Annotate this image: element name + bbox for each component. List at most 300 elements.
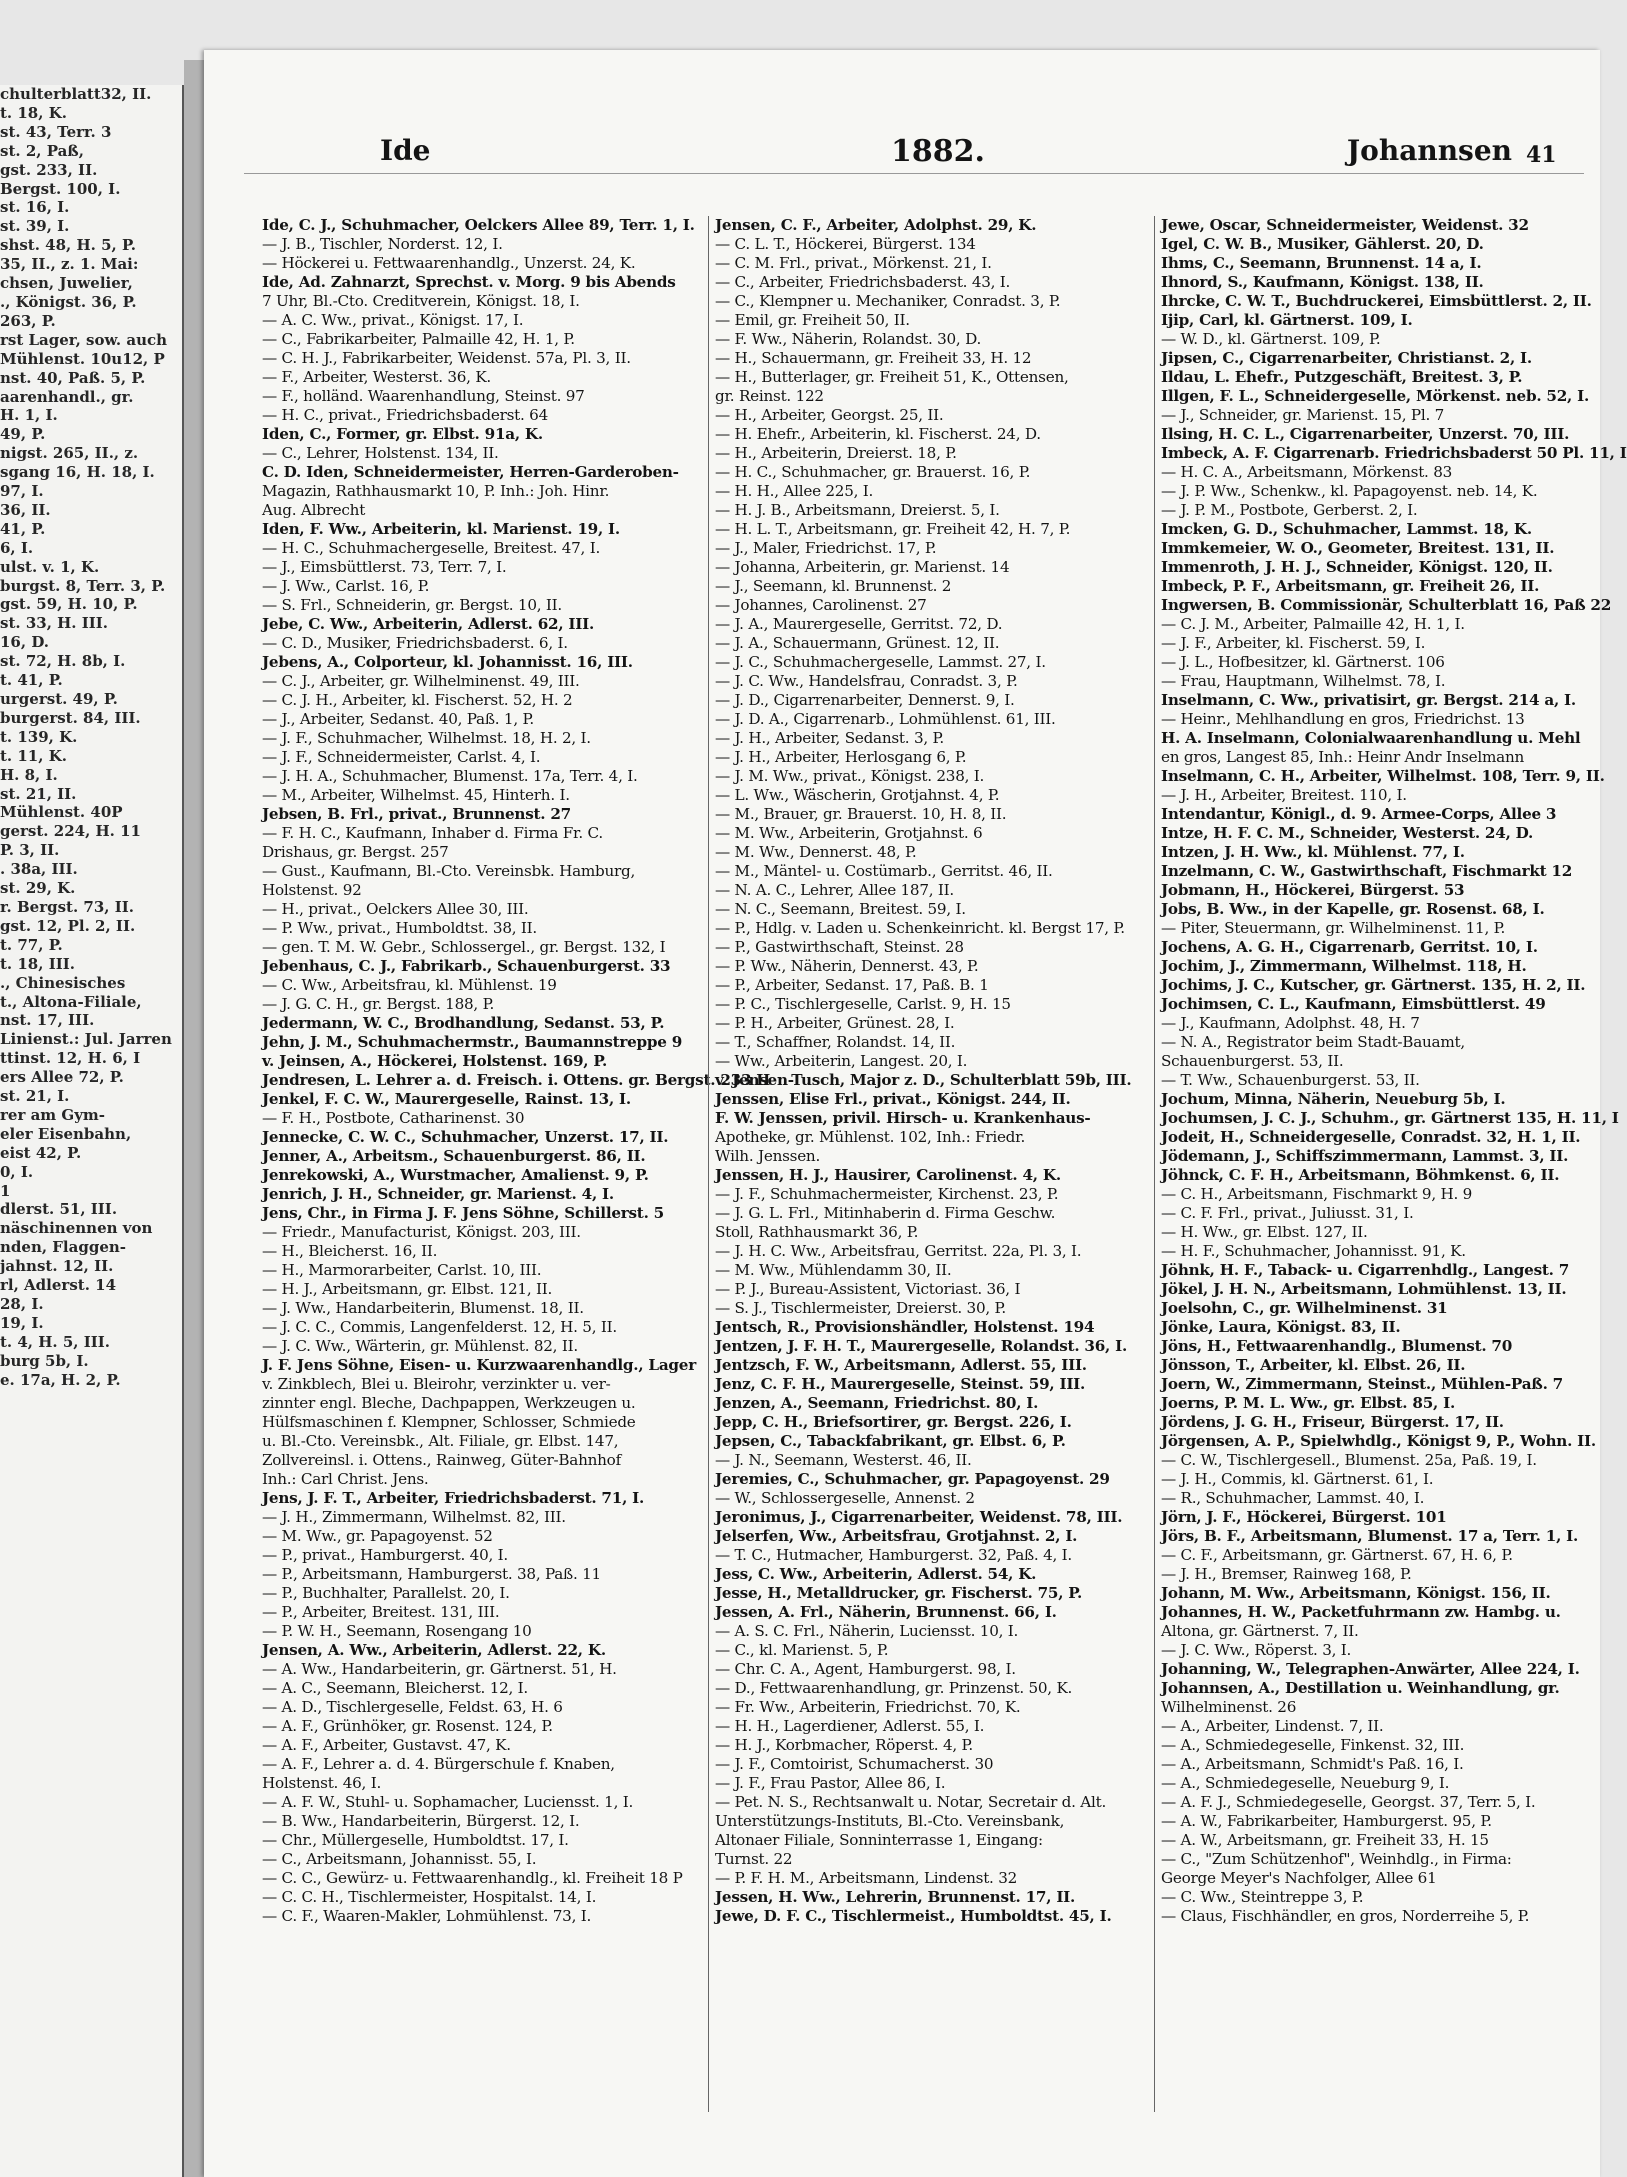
directory-entry: 7 Uhr, Bl.-Cto. Creditverein, Königst. 18, I.	[262, 292, 580, 310]
directory-entry: — C. H., Arbeitsmann, Fischmarkt 9, H. 9	[1161, 1185, 1473, 1203]
directory-entry: — P., Arbeitsmann, Hamburgerst. 38, Paß. 11	[262, 1565, 601, 1583]
facing-page-line: nst. 40, Paß. 5, P.	[0, 368, 146, 387]
facing-page-line: st. 39, I.	[0, 217, 70, 236]
directory-entry: — C., Fabrikarbeiter, Palmaille 42, H. 1, P.	[262, 330, 575, 348]
directory-entry: — P. H., Arbeiter, Grünest. 28, I.	[715, 1014, 955, 1032]
directory-entry: v. Jensen-Tusch, Major z. D., Schulterblatt 59b, III.	[715, 1071, 1132, 1089]
directory-entry: — J. F., Frau Pastor, Allee 86, I.	[715, 1774, 946, 1792]
facing-page-line: t. 4, H. 5, III.	[0, 1332, 111, 1351]
directory-entry: Johannes, H. W., Packetfuhrmann zw. Hambg. u.	[1161, 1603, 1561, 1621]
directory-entry: v. Zinkblech, Blei u. Bleirohr, verzinkter u. ver-	[262, 1375, 611, 1393]
directory-entry: Joern, W., Zimmermann, Steinst., Mühlen-Paß. 7	[1161, 1375, 1563, 1393]
directory-entry: — T. Ww., Schauenburgerst. 53, II.	[1161, 1071, 1420, 1089]
directory-entry: en gros, Langest 85, Inh.: Heinr Andr Inselmann	[1161, 748, 1525, 766]
directory-entry: — P. F. H. M., Arbeitsmann, Lindenst. 32	[715, 1869, 1018, 1887]
facing-page-line: ers Allee 72, P.	[0, 1068, 124, 1087]
directory-entry: Holstenst. 92	[262, 881, 362, 899]
facing-page-line: 49, P.	[0, 425, 46, 444]
directory-entry: — M. Ww., Dennerst. 48, P.	[715, 843, 917, 861]
facing-page-line: 97, I.	[0, 482, 44, 501]
directory-entry: — C., Arbeitsmann, Johannisst. 55, I.	[262, 1850, 537, 1868]
directory-entry: — J. D. A., Cigarrenarb., Lohmühlenst. 61, III.	[715, 710, 1056, 728]
facing-page-line: burg 5b, I.	[0, 1351, 89, 1370]
facing-page-line: t., Altona-Filiale,	[0, 992, 142, 1011]
directory-entry: — M., Mäntel- u. Costümarb., Gerritst. 46, II.	[715, 862, 1053, 880]
directory-entry: Jewe, D. F. C., Tischlermeist., Humboldtst. 45, I.	[715, 1907, 1112, 1925]
directory-entry: — J. F., Comtoirist, Schumacherst. 30	[715, 1755, 994, 1773]
facing-page-line: H. 1, I.	[0, 406, 58, 425]
facing-page-line: t. 77, P.	[0, 935, 63, 954]
directory-entry: — A., Arbeiter, Lindenst. 7, II.	[1161, 1717, 1384, 1735]
directory-entry: Jochims, J. C., Kutscher, gr. Gärtnerst. 135, H. 2, II.	[1161, 976, 1586, 994]
facing-page-line: nden, Flaggen-	[0, 1238, 127, 1257]
directory-entry: — C. F., Arbeitsmann, gr. Gärtnerst. 67, H. 6, P.	[1161, 1546, 1513, 1564]
facing-page-line: st. 33, H. III.	[0, 614, 109, 633]
directory-entry: — N. C., Seemann, Breitest. 59, I.	[715, 900, 966, 918]
directory-entry: — P., Arbeiter, Sedanst. 17, Paß. B. 1	[715, 976, 989, 994]
directory-entry: Turnst. 22	[715, 1850, 793, 1868]
directory-entry: — C., Lehrer, Holstenst. 134, II.	[262, 444, 499, 462]
directory-entry: — J. L., Hofbesitzer, kl. Gärtnerst. 106	[1161, 653, 1445, 671]
directory-entry: — M. Ww., Mühlendamm 30, II.	[715, 1261, 952, 1279]
column-2	[708, 216, 1137, 2112]
directory-entry: Johannsen, A., Destillation u. Weinhandlung, gr.	[1161, 1679, 1560, 1697]
directory-entry: Ihnord, S., Kaufmann, Königst. 138, II.	[1161, 273, 1484, 291]
facing-page-line: chulterblatt32, II.	[0, 85, 152, 103]
directory-entry: Jöhnck, C. F. H., Arbeitsmann, Böhmkenst. 6, II.	[1161, 1166, 1560, 1184]
directory-entry: — Johanna, Arbeiterin, gr. Marienst. 14	[715, 558, 1010, 576]
directory-entry: — C. F. Frl., privat., Juliusst. 31, I.	[1161, 1204, 1414, 1222]
directory-entry: Jessen, A. Frl., Näherin, Brunnenst. 66, I.	[715, 1603, 1057, 1621]
directory-entry: — J. H., Arbeiter, Sedanst. 3, P.	[715, 729, 944, 747]
directory-entry: — A. F., Lehrer a. d. 4. Bürgerschule f. Knaben,	[262, 1755, 615, 1773]
directory-entry: Jeronimus, J., Cigarrenarbeiter, Weidenst. 78, III.	[715, 1508, 1123, 1526]
directory-entry: — J. H., Arbeiter, Herlosgang 6, P.	[715, 748, 967, 766]
facing-page-line: rl, Adlerst. 14	[0, 1276, 117, 1295]
directory-entry: — H., privat., Oelckers Allee 30, III.	[262, 900, 529, 918]
directory-entry: — F. H., Postbote, Catharinenst. 30	[262, 1109, 525, 1127]
directory-entry: — J., Arbeiter, Sedanst. 40, Paß. 1, P.	[262, 710, 534, 728]
directory-entry: — A. F. W., Stuhl- u. Sophamacher, Luciensst. 1, I.	[262, 1793, 634, 1811]
directory-entry: — N. A., Registrator beim Stadt-Bauamt,	[1161, 1033, 1465, 1051]
directory-entry: — H. J., Korbmacher, Röperst. 4, P.	[715, 1736, 973, 1754]
directory-entry: Jörgensen, A. P., Spielwhdlg., Königst 9, P., Wohn. II.	[1161, 1432, 1596, 1450]
directory-entry: — C. H. J., Fabrikarbeiter, Weidenst. 57a, Pl. 3, II.	[262, 349, 631, 367]
directory-entry: — J. Ww., Carlst. 16, P.	[262, 577, 430, 595]
facing-page-line: burgst. 8, Terr. 3, P.	[0, 576, 166, 595]
directory-entry: — Claus, Fischhändler, en gros, Norderreihe 5, P.	[1161, 1907, 1530, 1925]
facing-page-line: burgerst. 84, III.	[0, 708, 141, 727]
facing-page-line: t. 11, K.	[0, 746, 67, 765]
facing-page-line: Mühlenst. 40P	[0, 803, 123, 822]
facing-page-line: 263, P.	[0, 311, 56, 330]
directory-entry: Igel, C. W. B., Musiker, Gählerst. 20, D.	[1161, 235, 1484, 253]
directory-entry: Joerns, P. M. L. Ww., gr. Elbst. 85, I.	[1161, 1394, 1455, 1412]
facing-page-line: aarenhandl., gr.	[0, 387, 134, 406]
facing-page-line: e. 17a, H. 2, P.	[0, 1370, 121, 1389]
directory-entry: — J., Kaufmann, Adolphst. 48, H. 7	[1161, 1014, 1420, 1032]
directory-entry: — S. J., Tischlermeister, Dreierst. 30, P.	[715, 1299, 1007, 1317]
directory-entry: — C. J. H., Arbeiter, kl. Fischerst. 52, H. 2	[262, 691, 573, 709]
directory-entry: — B. Ww., Handarbeiterin, Bürgerst. 12, I.	[262, 1812, 580, 1830]
directory-entry: Jenrich, J. H., Schneider, gr. Marienst. 4, I.	[262, 1185, 614, 1203]
facing-page-line: shst. 48, H. 5, P.	[0, 236, 137, 255]
directory-entry: — C. D., Musiker, Friedrichsbaderst. 6, I.	[262, 634, 568, 652]
directory-entry: Holstenst. 46, I.	[262, 1774, 382, 1792]
directory-entry: Illgen, F. L., Schneidergeselle, Mörkenst. neb. 52, I.	[1161, 387, 1590, 405]
directory-entry: zinnter engl. Bleche, Dachpappen, Werkzeugen u.	[262, 1394, 636, 1412]
directory-entry: — A. F., Arbeiter, Gustavst. 47, K.	[262, 1736, 511, 1754]
directory-entry: — J. C. Ww., Handelsfrau, Conradst. 3, P.	[715, 672, 1018, 690]
directory-entry: — A., Schmiedegeselle, Finkenst. 32, III.	[1161, 1736, 1465, 1754]
directory-entry: Jörn, J. F., Höckerei, Bürgerst. 101	[1161, 1508, 1447, 1526]
directory-entry: — Johannes, Carolinenst. 27	[715, 596, 927, 614]
directory-entry: — J. F., Schuhmacher, Wilhelmst. 18, H. 2, I.	[262, 729, 591, 747]
directory-entry: — H. J. B., Arbeitsmann, Dreierst. 5, I.	[715, 501, 1000, 519]
directory-entry: Jentsch, R., Provisionshändler, Holstenst. 194	[715, 1318, 1095, 1336]
directory-entry: v. Jeinsen, A., Höckerei, Holstenst. 169, P.	[262, 1052, 608, 1070]
directory-entry: — J. F., Arbeiter, kl. Fischerst. 59, I.	[1161, 634, 1426, 652]
directory-entry: — T. C., Hutmacher, Hamburgerst. 32, Paß. 4, I.	[715, 1546, 1072, 1564]
directory-entry: — Emil, gr. Freiheit 50, II.	[715, 311, 910, 329]
directory-entry: — H. Ehefr., Arbeiterin, kl. Fischerst. 24, D.	[715, 425, 1041, 443]
directory-entry: — J. H., Arbeiter, Breitest. 110, I.	[1161, 786, 1407, 804]
directory-entry: J. F. Jens Söhne, Eisen- u. Kurzwaarenhandlg., Lager	[262, 1356, 696, 1374]
directory-entry: Intendantur, Königl., d. 9. Armee-Corps, Allee 3	[1161, 805, 1557, 823]
directory-entry: Jepsen, C., Tabackfabrikant, gr. Elbst. 6, P.	[715, 1432, 1066, 1450]
directory-entry: Jeremies, C., Schuhmacher, gr. Papagoyenst. 29	[715, 1470, 1110, 1488]
directory-entry: Ihms, C., Seemann, Brunnenst. 14 a, I.	[1161, 254, 1482, 272]
facing-page-line: gst. 12, Pl. 2, II.	[0, 916, 136, 935]
directory-entry: — H. C., Schuhmachergeselle, Breitest. 47, I.	[262, 539, 601, 557]
directory-entry: Ide, C. J., Schuhmacher, Oelckers Allee 89, Terr. 1, I.	[262, 216, 695, 234]
directory-entry: Jessen, H. Ww., Lehrerin, Brunnenst. 17, II.	[715, 1888, 1076, 1906]
directory-entry: gr. Reinst. 122	[715, 387, 824, 405]
facing-page-line: dlerst. 51, III.	[0, 1200, 118, 1219]
directory-entry: — P. W. H., Seemann, Rosengang 10	[262, 1622, 532, 1640]
directory-entry: — M. Ww., Arbeiterin, Grotjahnst. 6	[715, 824, 983, 842]
facing-page-line: rst Lager, sow. auch	[0, 330, 168, 349]
directory-entry: — H. C., Schuhmacher, gr. Brauerst. 16, P.	[715, 463, 1031, 481]
facing-page-line: st. 16, I.	[0, 198, 70, 217]
directory-entry: Jipsen, C., Cigarrenarbeiter, Christianst. 2, I.	[1161, 349, 1532, 367]
directory-entry: Jepp, C. H., Briefsortirer, gr. Bergst. 226, I.	[715, 1413, 1072, 1431]
facing-page-line: eler Eisenbahn,	[0, 1124, 132, 1143]
directory-entry: — C. J., Arbeiter, gr. Wilhelminenst. 49, III.	[262, 672, 580, 690]
directory-entry: C. D. Iden, Schneidermeister, Herren-Garderoben-	[262, 463, 679, 481]
directory-entry: Jentzen, J. F. H. T., Maurergeselle, Rolandst. 36, I.	[715, 1337, 1127, 1355]
directory-entry: Altonaer Filiale, Sonninterrasse 1, Eingang:	[715, 1831, 1043, 1849]
facing-page-line: urgerst. 49, P.	[0, 690, 118, 708]
directory-entry: Unterstützungs-Instituts, Bl.-Cto. Vereinsbank,	[715, 1812, 1065, 1830]
facing-page-line: P. 3, II.	[0, 841, 60, 860]
directory-entry: — Chr. C. A., Agent, Hamburgerst. 98, I.	[715, 1660, 1016, 1678]
directory-entry: — J. P. Ww., Schenkw., kl. Papagoyenst. neb. 14, K.	[1161, 482, 1538, 500]
directory-entry: — A. D., Tischlergeselle, Feldst. 63, H. 6	[262, 1698, 563, 1716]
directory-entry: — J. N., Seemann, Westerst. 46, II.	[715, 1451, 972, 1469]
directory-entry: Jens, Chr., in Firma J. F. Jens Söhne, Schillerst. 5	[262, 1204, 664, 1222]
directory-entry: Jedermann, W. C., Brodhandlung, Sedanst. 53, P.	[262, 1014, 665, 1032]
directory-entry: — C. W., Tischlergesell., Blumenst. 25a, Paß. 19, I.	[1161, 1451, 1537, 1469]
directory-entry: — J., Maler, Friedrichst. 17, P.	[715, 539, 937, 557]
facing-page-line: 16, D.	[0, 633, 50, 652]
directory-entry: Stoll, Rathhausmarkt 36, P.	[715, 1223, 919, 1241]
facing-page-line: t. 139, K.	[0, 727, 78, 746]
directory-entry: — A. S. C. Frl., Näherin, Luciensst. 10, I.	[715, 1622, 1019, 1640]
directory-entry: Ide, Ad. Zahnarzt, Sprechst. v. Morg. 9 bis Abends	[262, 273, 676, 291]
directory-entry: — C. M. Frl., privat., Mörkenst. 21, I.	[715, 254, 992, 272]
directory-entry: — J. Ww., Handarbeiterin, Blumenst. 18, II.	[262, 1299, 584, 1317]
running-head-right: Johannsen	[1346, 134, 1512, 167]
facing-page-line: st. 29, K.	[0, 879, 76, 898]
directory-entry: — A. C. Ww., privat., Königst. 17, I.	[262, 311, 524, 329]
directory-entry: — Fr. Ww., Arbeiterin, Friedrichst. 70, K.	[715, 1698, 1021, 1716]
directory-entry: George Meyer's Nachfolger, Allee 61	[1161, 1869, 1437, 1887]
directory-entry: — F., holländ. Waarenhandlung, Steinst. 97	[262, 387, 585, 405]
directory-entry: — D., Fettwaarenhandlung, gr. Prinzenst. 50, K.	[715, 1679, 1073, 1697]
directory-entry: Jökel, J. H. N., Arbeitsmann, Lohmühlenst. 13, II.	[1161, 1280, 1567, 1298]
directory-entry: Ilsing, H. C. L., Cigarrenarbeiter, Unzerst. 70, III.	[1161, 425, 1570, 443]
directory-entry: Iden, C., Former, gr. Elbst. 91a, K.	[262, 425, 543, 443]
directory-entry: — C. L. T., Höckerei, Bürgerst. 134	[715, 235, 976, 253]
directory-entry: Jehn, J. M., Schuhmachermstr., Baumannstreppe 9	[262, 1033, 683, 1051]
directory-entry: Immkemeier, W. O., Geometer, Breitest. 131, II.	[1161, 539, 1555, 557]
directory-entry: — L. Ww., Wäscherin, Grotjahnst. 4, P.	[715, 786, 1000, 804]
directory-entry: Jens, J. F. T., Arbeiter, Friedrichsbaderst. 71, I.	[262, 1489, 645, 1507]
directory-entry: — P., Buchhalter, Parallelst. 20, I.	[262, 1584, 510, 1602]
facing-page-line: 28, I.	[0, 1295, 44, 1313]
facing-page-line: 35, II., z. 1. Mai:	[0, 255, 139, 274]
directory-entry: Jörs, B. F., Arbeitsmann, Blumenst. 17 a, Terr. 1, I.	[1161, 1527, 1579, 1545]
directory-entry: Johanning, W., Telegraphen-Anwärter, Allee 224, I.	[1161, 1660, 1580, 1678]
directory-entry: — S. Frl., Schneiderin, gr. Bergst. 10, II.	[262, 596, 562, 614]
directory-entry: Jochim, J., Zimmermann, Wilhelmst. 118, H.	[1161, 957, 1527, 975]
directory-entry: Imcken, G. D., Schuhmacher, Lammst. 18, K.	[1161, 520, 1532, 538]
facing-page-line: ., Chinesisches	[0, 973, 126, 992]
directory-entry: — F., Arbeiter, Westerst. 36, K.	[262, 368, 492, 386]
directory-entry: — P. C., Tischlergeselle, Carlst. 9, H. 15	[715, 995, 1011, 1013]
directory-entry: Zollvereinsl. i. Ottens., Rainweg, Güter-Bahnhof	[262, 1451, 621, 1469]
directory-entry: Jenrekowski, A., Wurstmacher, Amalienst. 9, P.	[262, 1166, 649, 1184]
directory-entry: — H., Marmorarbeiter, Carlst. 10, III.	[262, 1261, 542, 1279]
directory-entry: — Höckerei u. Fettwaarenhandlg., Unzerst. 24, K.	[262, 254, 636, 272]
directory-entry: — J. A., Maurergeselle, Gerritst. 72, D.	[715, 615, 1003, 633]
directory-entry: — A. W., Fabrikarbeiter, Hamburgerst. 95, P.	[1161, 1812, 1492, 1830]
facing-page-line: 41, P.	[0, 519, 46, 538]
directory-entry: — H., Bleicherst. 16, II.	[262, 1242, 438, 1260]
directory-entry: Jenzen, A., Seemann, Friedrichst. 80, I.	[715, 1394, 1039, 1412]
directory-entry: Altona, gr. Gärtnerst. 7, II.	[1161, 1622, 1359, 1640]
facing-page-line: t. 18, III.	[0, 954, 75, 973]
directory-entry: — P. Ww., privat., Humboldtst. 38, II.	[262, 919, 537, 937]
directory-entry: Schauenburgerst. 53, II.	[1161, 1052, 1344, 1070]
directory-entry: — H. C. A., Arbeitsmann, Mörkenst. 83	[1161, 463, 1453, 481]
directory-entry: — J. A., Schauermann, Grünest. 12, II.	[715, 634, 1000, 652]
directory-entry: — P., privat., Hamburgerst. 40, I.	[262, 1546, 508, 1564]
directory-entry: — H. F., Schuhmacher, Johannisst. 91, K.	[1161, 1242, 1466, 1260]
directory-entry: Johann, M. Ww., Arbeitsmann, Königst. 156, II.	[1161, 1584, 1551, 1602]
directory-entry: Immenroth, J. H. J., Schneider, Königst. 120, II.	[1161, 558, 1553, 576]
directory-entry: — J., Seemann, kl. Brunnenst. 2	[715, 577, 952, 595]
directory-entry: Jenkel, F. C. W., Maurergeselle, Rainst. 13, I.	[262, 1090, 631, 1108]
directory-entry: Wilhelminenst. 26	[1161, 1698, 1297, 1716]
directory-entry: — C. F., Waaren-Makler, Lohmühlenst. 73, I.	[262, 1907, 592, 1925]
directory-entry: Jenssen, H. J., Hausirer, Carolinenst. 4, K.	[715, 1166, 1061, 1184]
facing-page-line: gerst. 224, H. 11	[0, 822, 141, 841]
directory-entry: Ildau, L. Ehefr., Putzgeschäft, Breitest. 3, P.	[1161, 368, 1523, 386]
directory-entry: — A. F., Grünhöker, gr. Rosenst. 124, P.	[262, 1717, 553, 1735]
facing-page-line: gst. 59, H. 10, P.	[0, 595, 138, 614]
directory-entry: Inzelmann, C. W., Gastwirthschaft, Fischmarkt 12	[1161, 862, 1573, 880]
directory-entry: — A., Arbeitsmann, Schmidt's Paß. 16, I.	[1161, 1755, 1464, 1773]
directory-entry: Jebenhaus, C. J., Fabrikarb., Schauenburgerst. 33	[262, 957, 671, 975]
facing-page-line: nst. 17, III.	[0, 1011, 95, 1030]
page-number: 41	[1526, 142, 1557, 168]
directory-entry: Jenz, C. F. H., Maurergeselle, Steinst. 59, III.	[715, 1375, 1086, 1393]
directory-entry: — J. F., Schuhmachermeister, Kirchenst. 23, P.	[715, 1185, 1059, 1203]
directory-entry: — Heinr., Mehlhandlung en gros, Friedrichst. 13	[1161, 710, 1525, 728]
directory-entry: — gen. T. M. W. Gebr., Schlossergel., gr. Bergst. 132, I	[262, 938, 666, 956]
directory-entry: Jochens, A. G. H., Cigarrenarb, Gerritst. 10, I.	[1161, 938, 1538, 956]
directory-entry: — P. J., Bureau-Assistent, Victoriast. 36, I	[715, 1280, 1021, 1298]
directory-entry: Jennecke, C. W. C., Schuhmacher, Unzerst. 17, II.	[262, 1128, 669, 1146]
directory-entry: Jebsen, B. Frl., privat., Brunnenst. 27	[262, 805, 571, 823]
directory-entry: Jöns, H., Fettwaarenhandlg., Blumenst. 70	[1161, 1337, 1513, 1355]
directory-entry: — W., Schlossergeselle, Annenst. 2	[715, 1489, 975, 1507]
column-3	[1154, 216, 1627, 2112]
directory-entry: — P., Arbeiter, Breitest. 131, III.	[262, 1603, 500, 1621]
directory-entry: Jodeit, H., Schneidergeselle, Conradst. 32, H. 1, II.	[1161, 1128, 1581, 1146]
facing-page-line: jahnst. 12, II.	[0, 1257, 114, 1276]
directory-entry: Jensen, A. Ww., Arbeiterin, Adlerst. 22, K.	[262, 1641, 606, 1659]
directory-entry: — M., Arbeiter, Wilhelmst. 45, Hinterh. I.	[262, 786, 570, 804]
directory-entry: — M., Brauer, gr. Brauerst. 10, H. 8, II.	[715, 805, 1007, 823]
running-head-left: Ide	[380, 134, 431, 167]
directory-entry: F. W. Jenssen, privil. Hirsch- u. Krankenhaus-	[715, 1109, 1091, 1127]
directory-entry: Inh.: Carl Christ. Jens.	[262, 1470, 429, 1488]
directory-entry: — P. Ww., Näherin, Dennerst. 43, P.	[715, 957, 979, 975]
directory-entry: — C. C. H., Tischlermeister, Hospitalst. 14, I.	[262, 1888, 597, 1906]
directory-entry: Jochum, Minna, Näherin, Neueburg 5b, I.	[1161, 1090, 1506, 1108]
directory-entry: u. Bl.-Cto. Vereinsbk., Alt. Filiale, gr. Elbst. 147,	[262, 1432, 619, 1450]
directory-entry: — H. H., Allee 225, I.	[715, 482, 874, 500]
directory-entry: Intzen, J. H. Ww., kl. Mühlenst. 77, I.	[1161, 843, 1465, 861]
directory-entry: — H., Arbeiterin, Dreierst. 18, P.	[715, 444, 957, 462]
facing-page-line: 19, I.	[0, 1313, 44, 1332]
directory-entry: — J. F., Schneidermeister, Carlst. 4, I.	[262, 748, 541, 766]
directory-entry: Intze, H. F. C. M., Schneider, Westerst. 24, D.	[1161, 824, 1534, 842]
directory-entry: — Gust., Kaufmann, Bl.-Cto. Vereinsbk. Hamburg,	[262, 862, 636, 880]
facing-page-line: st. 21, I.	[0, 1087, 70, 1106]
directory-entry: — Ww., Arbeiterin, Langest. 20, I.	[715, 1052, 968, 1070]
directory-entry: — J. C. C., Commis, Langenfelderst. 12, H. 5, II.	[262, 1318, 617, 1336]
directory-entry: — J. H., Zimmermann, Wilhelmst. 82, III.	[262, 1508, 566, 1526]
facing-page-line: rer am Gym-	[0, 1105, 106, 1124]
facing-page-line: Mühlenst. 10u12, P	[0, 349, 165, 368]
directory-entry: Iden, F. Ww., Arbeiterin, kl. Marienst. 19, I.	[262, 520, 620, 538]
directory-entry: — H. Ww., gr. Elbst. 127, II.	[1161, 1223, 1368, 1241]
directory-entry: — J. C., Schuhmachergeselle, Lammst. 27, I.	[715, 653, 1046, 671]
directory-entry: — J. P. M., Postbote, Gerberst. 2, I.	[1161, 501, 1418, 519]
directory-entry: — C., "Zum Schützenhof", Weinhdlg., in Firma:	[1161, 1850, 1512, 1868]
book-gutter	[184, 60, 204, 2177]
directory-entry: Ijip, Carl, kl. Gärtnerst. 109, I.	[1161, 311, 1413, 329]
directory-entry: — Pet. N. S., Rechtsanwalt u. Notar, Secretair d. Alt.	[715, 1793, 1107, 1811]
facing-page-line: ., Königst. 36, P.	[0, 292, 137, 311]
directory-entry: Jobmann, H., Höckerei, Bürgerst. 53	[1161, 881, 1465, 899]
directory-entry: — J. H., Bremser, Rainweg 168, P.	[1161, 1565, 1412, 1583]
directory-entry: Jöhnk, H. F., Taback- u. Cigarrenhdlg., Langest. 7	[1161, 1261, 1570, 1279]
directory-entry: — A. F. J., Schmiedegeselle, Georgst. 37, Terr. 5, I.	[1161, 1793, 1536, 1811]
directory-entry: Apotheke, gr. Mühlenst. 102, Inh.: Friedr.	[715, 1128, 1026, 1146]
directory-entry: — J., Eimsbüttlerst. 73, Terr. 7, I.	[262, 558, 507, 576]
directory-entry: — J. C. Ww., Wärterin, gr. Mühlenst. 82, II.	[262, 1337, 578, 1355]
directory-entry: — A. W., Arbeitsmann, gr. Freiheit 33, H. 15	[1161, 1831, 1489, 1849]
directory-entry: — N. A. C., Lehrer, Allee 187, II.	[715, 881, 954, 899]
directory-entry: — C. Ww., Arbeitsfrau, kl. Mühlenst. 19	[262, 976, 557, 994]
directory-entry: Jönke, Laura, Königst. 83, II.	[1161, 1318, 1401, 1336]
directory-entry: Jelserfen, Ww., Arbeitsfrau, Grotjahnst. 2, I.	[715, 1527, 1078, 1545]
facing-page-line: gst. 233, II.	[0, 160, 98, 179]
directory-entry: — J. H., Commis, kl. Gärtnerst. 61, I.	[1161, 1470, 1434, 1488]
directory-entry: Jochimsen, C. L., Kaufmann, Eimsbüttlerst. 49	[1161, 995, 1546, 1013]
facing-page-line: ttinst. 12, H. 6, I	[0, 1049, 141, 1068]
facing-page-line: st. 21, II.	[0, 784, 77, 803]
facing-page-line: Bergst. 100, I.	[0, 179, 121, 198]
directory-entry: — M. Ww., gr. Papagoyenst. 52	[262, 1527, 493, 1545]
facing-page-line: ulst. v. 1, K.	[0, 557, 100, 576]
directory-entry: — H., Schauermann, gr. Freiheit 33, H. 12	[715, 349, 1032, 367]
directory-entry: Jobs, B. Ww., in der Kapelle, gr. Rosenst. 68, I.	[1161, 900, 1545, 918]
facing-page-line: Linienst.: Jul. Jarren	[0, 1030, 172, 1049]
directory-entry: — W. D., kl. Gärtnerst. 109, P.	[1161, 330, 1381, 348]
facing-page-line: t. 41, P.	[0, 671, 63, 690]
directory-entry: Jendresen, L. Lehrer a. d. Freisch. i. Ottens. gr. Bergst. 233 II	[262, 1071, 771, 1089]
facing-page-edge	[0, 85, 184, 2177]
directory-entry: — J. G. L. Frl., Mitinhaberin d. Firma Geschw.	[715, 1204, 1056, 1222]
facing-page-line: st. 43, Terr. 3	[0, 122, 112, 141]
directory-entry: Jenssen, Elise Frl., privat., Königst. 244, II.	[715, 1090, 1071, 1108]
directory-entry: — H., Butterlager, gr. Freiheit 51, K., Ottensen,	[715, 368, 1069, 386]
directory-entry: — C. Ww., Steintreppe 3, P.	[1161, 1888, 1364, 1906]
directory-page	[204, 50, 1627, 2177]
facing-page-line: t. 18, K.	[0, 103, 67, 122]
directory-entry: Ihrcke, C. W. T., Buchdruckerei, Eimsbüttlerst. 2, II.	[1161, 292, 1592, 310]
directory-entry: — C., kl. Marienst. 5, P.	[715, 1641, 889, 1659]
directory-entry: — A., Schmiedegeselle, Neueburg 9, I.	[1161, 1774, 1450, 1792]
directory-entry: — A. Ww., Handarbeiterin, gr. Gärtnerst. 51, H.	[262, 1660, 617, 1678]
facing-page-line: 1	[0, 1181, 11, 1200]
facing-page-line: r. Bergst. 73, II.	[0, 897, 134, 916]
directory-entry: — R., Schuhmacher, Lammst. 40, I.	[1161, 1489, 1425, 1507]
directory-entry: Jebens, A., Colporteur, kl. Johannisst. 16, III.	[262, 653, 633, 671]
facing-page-line: 36, II.	[0, 500, 51, 519]
directory-entry: Imbeck, A. F. Cigarrenarb. Friedrichsbaderst 50 Pl. 11, I	[1161, 444, 1627, 462]
directory-entry: — Chr., Müllergeselle, Humboldtst. 17, I.	[262, 1831, 569, 1849]
directory-entry: — P., Gastwirthschaft, Steinst. 28	[715, 938, 964, 956]
directory-entry: Inselmann, C. Ww., privatisirt, gr. Bergst. 214 a, I.	[1161, 691, 1576, 709]
directory-entry: Jenner, A., Arbeitsm., Schauenburgerst. 86, II.	[262, 1147, 646, 1165]
directory-entry: — J. H. A., Schuhmacher, Blumenst. 17a, Terr. 4, I.	[262, 767, 638, 785]
facing-page-text	[0, 85, 182, 1390]
directory-entry: Inselmann, C. H., Arbeiter, Wilhelmst. 108, Terr. 9, II.	[1161, 767, 1605, 785]
directory-entry: — J. M. Ww., privat., Königst. 238, I.	[715, 767, 985, 785]
facing-page-line: H. 8, I.	[0, 765, 58, 784]
directory-entry: — J. D., Cigarrenarbeiter, Dennerst. 9, I.	[715, 691, 1015, 709]
directory-entry: — H. L. T., Arbeitsmann, gr. Freiheit 42, H. 7, P.	[715, 520, 1071, 538]
facing-page-line: . 38a, III.	[0, 860, 78, 879]
facing-page-line: st. 72, H. 8b, I.	[0, 652, 126, 671]
